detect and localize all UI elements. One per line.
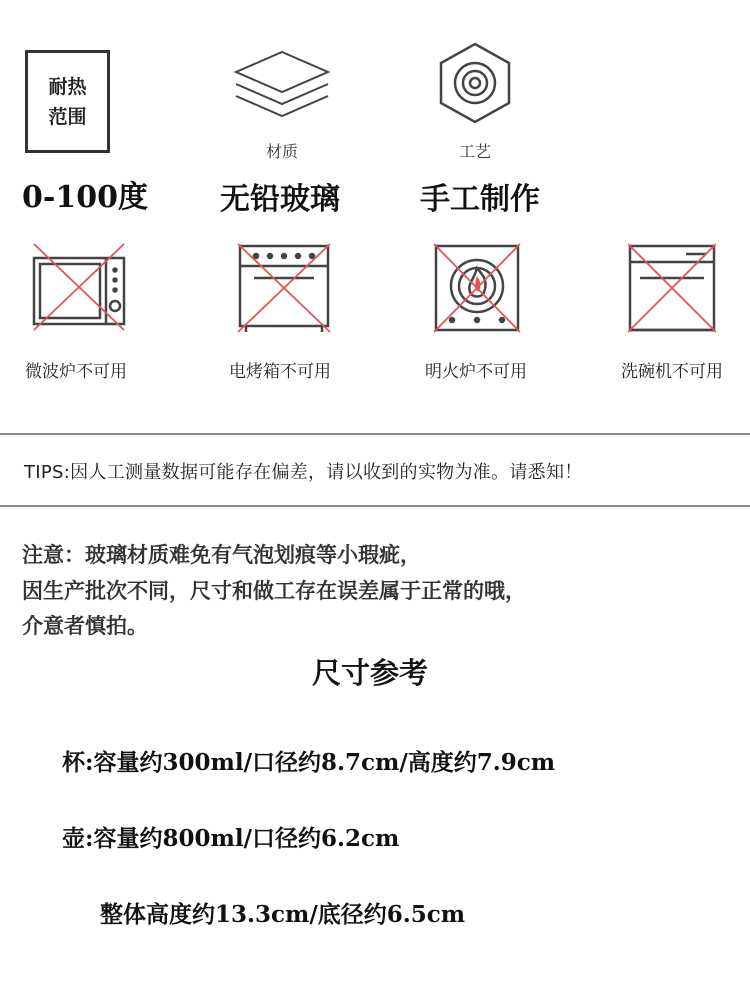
tips-text: TIPS:因人工测量数据可能存在偏差，请以收到的实物为准。请悉知！ <box>24 462 583 483</box>
restriction-label-dishwasher: 洗碗机不可用 <box>621 362 723 382</box>
size-reference-title: 尺寸参考 <box>311 656 428 690</box>
dishwasher-crossed-icon <box>626 242 718 334</box>
notice-line-2: 因生产批次不同，尺寸和做工存在误差属于正常的哦， <box>22 579 526 603</box>
craft-value: 手工制作 <box>420 182 540 217</box>
restriction-label-oven: 电烤箱不可用 <box>229 362 331 382</box>
heat-range-box <box>25 50 110 153</box>
microwave-crossed-icon <box>32 242 126 332</box>
material-label: 材质 <box>265 142 298 161</box>
tips-bottom-divider <box>0 505 750 507</box>
hexagon-disc-icon <box>439 42 511 124</box>
heat-range-value: 0-100度 <box>22 180 148 215</box>
material-value: 无铅玻璃 <box>220 182 340 217</box>
restriction-label-stove: 明火炉不可用 <box>425 362 527 382</box>
tips-top-divider <box>0 433 750 435</box>
notice-line-1: 注意：玻璃材质难免有气泡划痕等小瑕疵， <box>22 543 421 567</box>
stove-flame-crossed-icon <box>432 242 522 334</box>
pot-overall-spec: 整体高度约13.3cm/底径约6.5cm <box>100 901 466 928</box>
cup-size-spec: 杯:容量约300ml/口径约8.7cm/高度约7.9cm <box>62 749 556 776</box>
pot-size-spec: 壶:容量约800ml/口径约6.2cm <box>62 825 400 852</box>
heat-range-label-line2: 范围 <box>48 105 87 128</box>
heat-range-label-line1: 耐热 <box>48 75 87 98</box>
restriction-label-microwave: 微波炉不可用 <box>25 362 127 382</box>
layers-icon <box>232 48 332 128</box>
oven-crossed-icon <box>236 242 332 334</box>
craft-label: 工艺 <box>458 142 491 161</box>
notice-line-3: 介意者慎拍。 <box>22 614 148 638</box>
